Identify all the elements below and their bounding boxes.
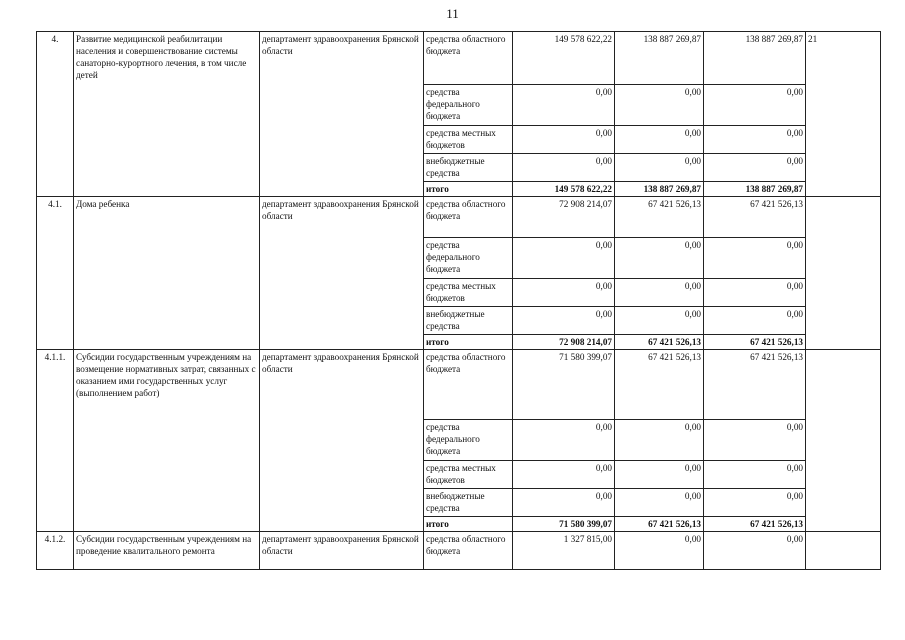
amount-year2: 0,00	[615, 279, 704, 307]
amount-year1: 0,00	[513, 85, 615, 126]
funding-source: внебюджетные средства	[424, 154, 513, 182]
amount-year3: 0,00	[704, 154, 806, 182]
amount-year2: 138 887 269,87	[615, 32, 704, 85]
amount-year2: 0,00	[615, 532, 704, 570]
funding-source: средства федерального бюджета	[424, 85, 513, 126]
total-label: итого	[424, 517, 513, 532]
total-year2: 67 421 526,13	[615, 517, 704, 532]
measure-name: Субсидии государственным учреждениям на проведение квалитального ремонта	[74, 532, 260, 570]
amount-year3: 0,00	[704, 126, 806, 154]
amount-year3: 0,00	[704, 85, 806, 126]
amount-year1: 72 908 214,07	[513, 197, 615, 238]
total-year2: 138 887 269,87	[615, 182, 704, 197]
executor: департамент здравоохранения Брянской области	[260, 532, 424, 570]
funding-source: средства областного бюджета	[424, 32, 513, 85]
amount-year1: 0,00	[513, 307, 615, 335]
amount-year3: 0,00	[704, 532, 806, 570]
table-row	[37, 279, 881, 307]
table-row	[37, 461, 881, 489]
funding-source: средства местных бюджетов	[424, 279, 513, 307]
table-row	[37, 154, 881, 182]
row-number: 4.	[37, 32, 74, 85]
amount-year1: 149 578 622,22	[513, 32, 615, 85]
total-year2: 67 421 526,13	[615, 335, 704, 350]
total-label: итого	[424, 182, 513, 197]
total-year1: 71 580 399,07	[513, 517, 615, 532]
amount-year3: 0,00	[704, 489, 806, 517]
funding-source: средства федерального бюджета	[424, 420, 513, 461]
funding-source: средства областного бюджета	[424, 350, 513, 420]
amount-year2: 0,00	[615, 238, 704, 279]
budget-table	[36, 31, 881, 570]
total-year1: 72 908 214,07	[513, 335, 615, 350]
amount-year3: 0,00	[704, 307, 806, 335]
page-number: 11	[446, 6, 459, 21]
table-row	[37, 32, 881, 85]
table-row	[37, 350, 881, 420]
table-row	[37, 238, 881, 279]
table-row	[37, 85, 881, 126]
amount-year2: 0,00	[615, 489, 704, 517]
amount-year3: 0,00	[704, 238, 806, 279]
amount-year2: 67 421 526,13	[615, 350, 704, 420]
amount-year3: 67 421 526,13	[704, 350, 806, 420]
amount-year2: 0,00	[615, 126, 704, 154]
funding-source: внебюджетные средства	[424, 489, 513, 517]
amount-year3: 67 421 526,13	[704, 197, 806, 238]
funding-source: средства местных бюджетов	[424, 461, 513, 489]
amount-year1: 0,00	[513, 461, 615, 489]
funding-source: средства федерального бюджета	[424, 238, 513, 279]
amount-year2: 0,00	[615, 154, 704, 182]
total-year3: 67 421 526,13	[704, 517, 806, 532]
amount-year1: 0,00	[513, 279, 615, 307]
funding-source: средства местных бюджетов	[424, 126, 513, 154]
table-row	[37, 532, 881, 570]
executor: департамент здравоохранения Брянской области	[260, 197, 424, 238]
amount-year3: 138 887 269,87	[704, 32, 806, 85]
amount-year3: 0,00	[704, 279, 806, 307]
executor: департамент здравоохранения Брянской области	[260, 32, 424, 85]
row-number: 4.1.2.	[37, 532, 74, 570]
total-year1: 149 578 622,22	[513, 182, 615, 197]
indicator-ref: 21	[806, 32, 881, 85]
funding-source: средства областного бюджета	[424, 532, 513, 570]
total-row	[37, 335, 881, 350]
amount-year1: 1 327 815,00	[513, 532, 615, 570]
amount-year1: 0,00	[513, 489, 615, 517]
amount-year3: 0,00	[704, 461, 806, 489]
table-row	[37, 126, 881, 154]
total-label: итого	[424, 335, 513, 350]
table-row	[37, 197, 881, 238]
amount-year2: 0,00	[615, 461, 704, 489]
total-year3: 138 887 269,87	[704, 182, 806, 197]
amount-year2: 0,00	[615, 420, 704, 461]
measure-name: Развитие медицинской реабилитации населения и совершенствование системы санаторно-курортного лечения, в том числе детей	[74, 32, 260, 85]
total-year3: 67 421 526,13	[704, 335, 806, 350]
amount-year1: 0,00	[513, 238, 615, 279]
amount-year1: 0,00	[513, 154, 615, 182]
table-row	[37, 489, 881, 517]
executor: департамент здравоохранения Брянской области	[260, 350, 424, 420]
measure-name: Дома ребенка	[74, 197, 260, 238]
row-number: 4.1.1.	[37, 350, 74, 420]
row-number: 4.1.	[37, 197, 74, 238]
total-row	[37, 517, 881, 532]
measure-name: Субсидии государственным учреждениям на возмещение нормативных затрат, связанных с оказанием ими государственных услуг (выполнением работ)	[74, 350, 260, 420]
amount-year1: 71 580 399,07	[513, 350, 615, 420]
amount-year3: 0,00	[704, 420, 806, 461]
table-row	[37, 420, 881, 461]
funding-source: внебюджетные средства	[424, 307, 513, 335]
amount-year1: 0,00	[513, 420, 615, 461]
amount-year1: 0,00	[513, 126, 615, 154]
table-row	[37, 307, 881, 335]
funding-source: средства областного бюджета	[424, 197, 513, 238]
amount-year2: 67 421 526,13	[615, 197, 704, 238]
amount-year2: 0,00	[615, 307, 704, 335]
amount-year2: 0,00	[615, 85, 704, 126]
total-row	[37, 182, 881, 197]
